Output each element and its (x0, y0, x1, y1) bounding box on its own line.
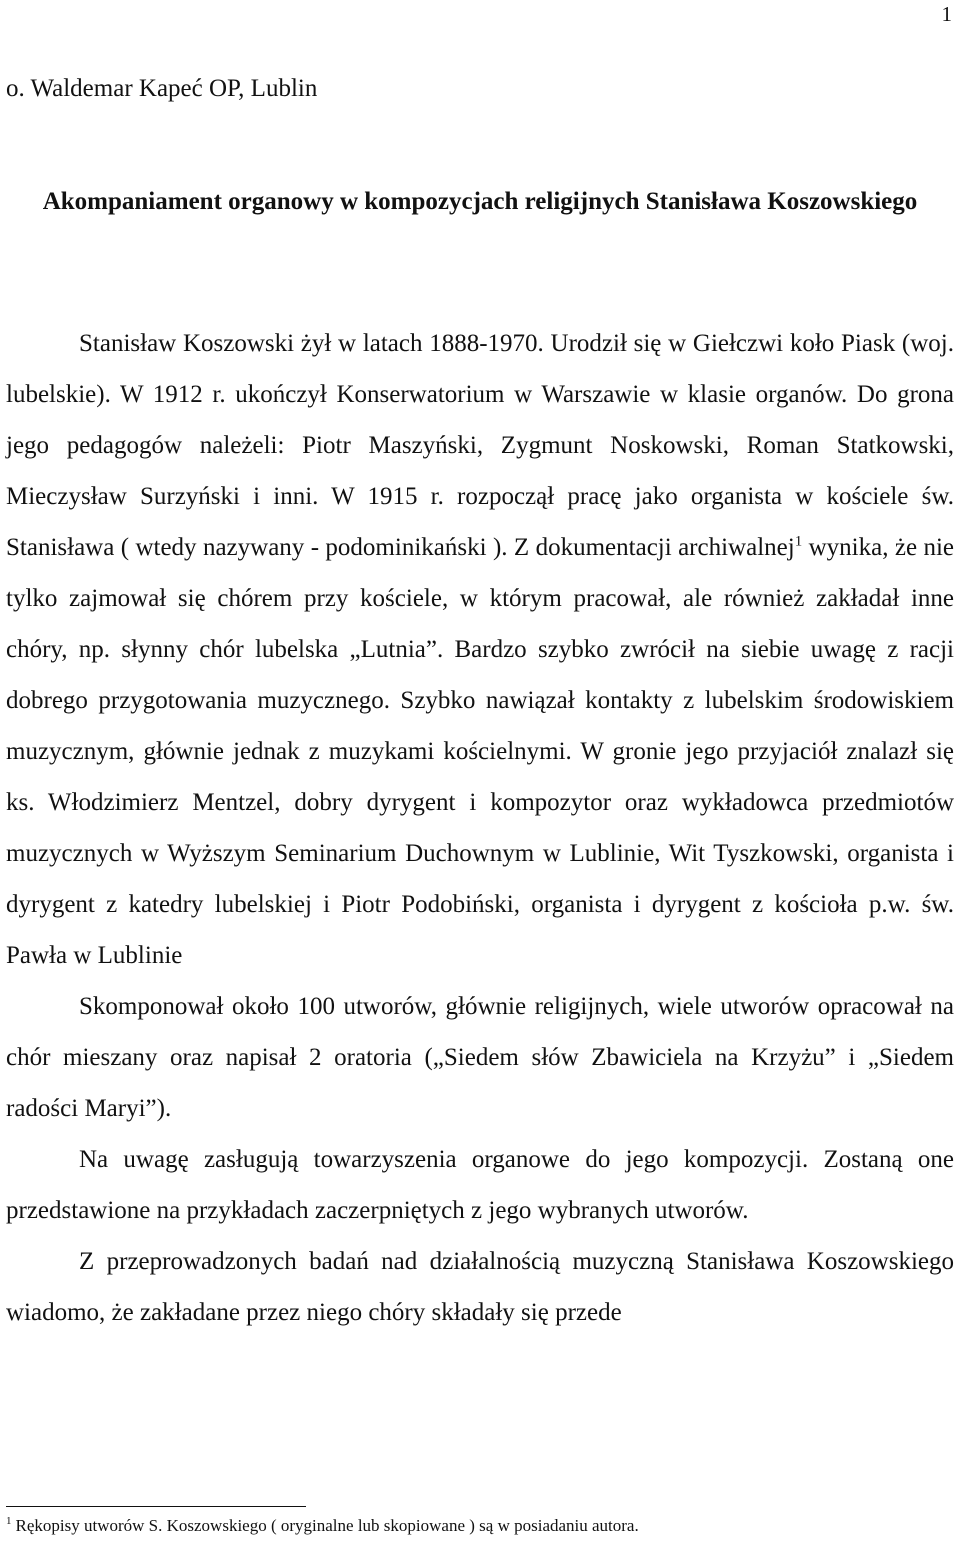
paragraph-1 (6, 318, 954, 981)
paragraph-2: Skomponował około 100 utworów, głównie religijnych, wiele utworów opracował na chór mieszany oraz napisał 2 oratoria („Siedem słów Zbawiciela na Krzyżu” i „Siedem radości Maryi”). (6, 993, 954, 1122)
footnote-divider (6, 1506, 306, 1507)
footnote-text: Rękopisy utworów S. Koszowskiego ( oryginalne lub skopiowane ) są w posiadaniu autora. (15, 1516, 639, 1535)
paragraph-4: Z przeprowadzonych badań nad działalnością muzyczną Stanisława Koszowskiego wiadomo, że zakładane przez niego chóry składały się przede (6, 1248, 954, 1326)
paragraph-3: Na uwagę zasługują towarzyszenia organowe do jego kompozycji. Zostaną one przedstawione na przykładach zaczerpniętych z jego wybranych utworów. (6, 1146, 954, 1224)
paragraph-1-part-1: Stanisław Koszowski żył w latach 1888-1970. Urodził się w Giełczwi koło Piask (woj. lubelskie). W 1912 r. ukończył Konserwatorium w Warszawie w klasie organów. Do grona jego pedagogów należeli: Piotr Maszyński, Zygmunt Noskowski, Roman Statkowski, Mieczysław Surzyński i inni. W 1915 r. rozpoczął pracę jako organista w kościele św. Stanisława ( wtedy nazywany - podominikański ). Z dokumentacji archiwalnej (6, 330, 954, 561)
document-title: Akompaniament organowy w kompozycjach religijnych Stanisława Koszowskiego (42, 188, 918, 215)
body-text (6, 318, 954, 1338)
footnote-marker: 1 (6, 1515, 12, 1528)
footnote (6, 1515, 954, 1537)
paragraph-1-part-2: wynika, że nie tylko zajmował się chórem przy kościele, w którym pracował, ale również zakładał inne chóry, np. słynny chór lubelska „Lutnia”. Bardzo szybko zwrócił na siebie uwagę z racji dobrego przygotowania muzycznego. Szybko nawiązał kontakty z lubelskim środowiskiem muzycznym, głównie jednak z muzykami kościelnymi. W gronie jego przyjaciół znalazł się ks. Włodzimierz Mentzel, dobry dyrygent i kompozytor oraz wykładowca przedmiotów muzycznych w Wyższym Seminarium Duchownym w Lublinie, Wit Tyszkowski, organista i dyrygent z katedry lubelskiej i Piotr Podobiński, organista i dyrygent z kościoła p.w. św. Pawła w Lublinie (6, 534, 954, 969)
footnote-reference: 1 (794, 533, 803, 550)
author-line: o. Waldemar Kapeć OP, Lublin (6, 75, 318, 102)
page-number: 1 (941, 2, 952, 26)
